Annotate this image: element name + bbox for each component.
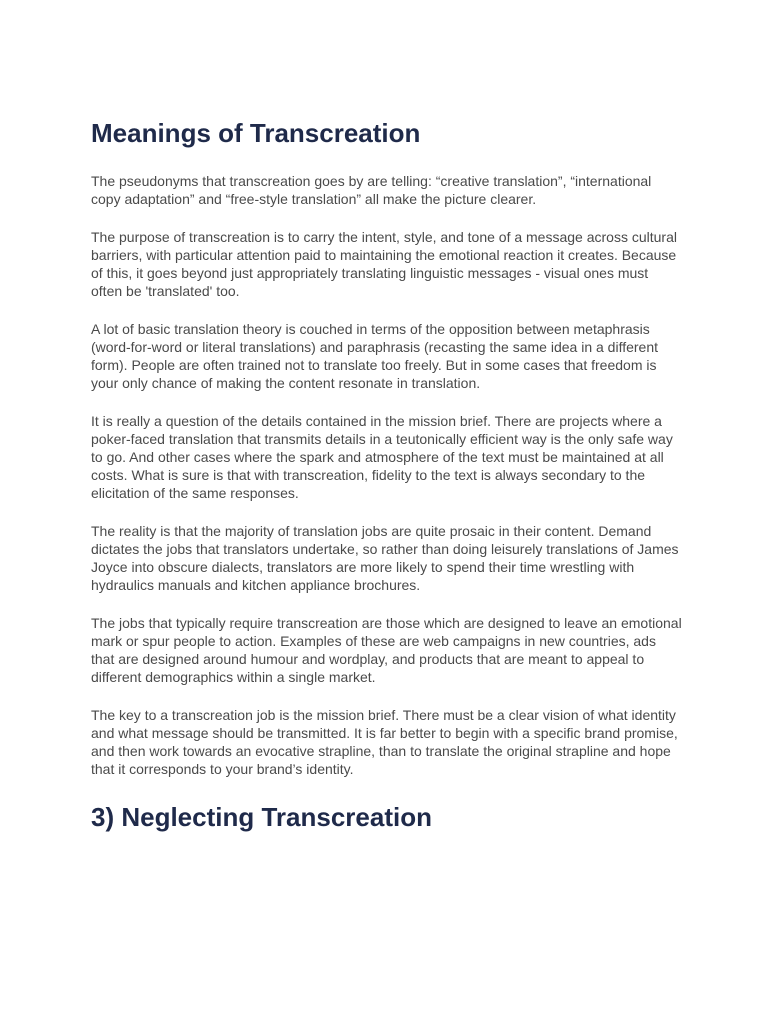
paragraph-4: It is really a question of the details contained in the mission brief. There are projects where a poker-faced translation that transmits details in a teutonically efficient way is the only safe way to go. And other cases where the spark and atmosphere of the text must be maintained at all costs. What is sure is that with transcreation, fidelity to the text is always secondary to the elicitation of the same responses.: [91, 413, 673, 501]
document-page: [91, 116, 683, 834]
paragraph-6: The jobs that typically require transcreation are those which are designed to leave an emotional mark or spur people to action. Examples of these are web campaigns in new countries, ads that are designed around humour and wordplay, and products that are meant to appeal to different demographics within a single market.: [91, 615, 682, 685]
section-heading-neglecting: 3) Neglecting Transcreation: [91, 802, 432, 832]
paragraph-2: The purpose of transcreation is to carry the intent, style, and tone of a message across cultural barriers, with particular attention paid to maintaining the emotional reaction it creates. Because of this, it goes beyond just appropriately translating linguistic messages - visual ones must often be 'translated' too.: [91, 229, 677, 299]
paragraph-1: The pseudonyms that transcreation goes by are telling: “creative translation”, “international copy adaptation” and “free-style translation” all make the picture clearer.: [91, 173, 652, 207]
paragraph-5: The reality is that the majority of translation jobs are quite prosaic in their content. Demand dictates the jobs that translators undertake, so rather than doing leisurely translations of James Joyce into obscure dialects, translators are more likely to spend their time wrestling with hydraulics manuals and kitchen appliance brochures.: [91, 523, 679, 593]
paragraph-3: A lot of basic translation theory is couched in terms of the opposition between metaphrasis (word-for-word or literal translations) and paraphrasis (recasting the same idea in a different form). People are often trained not to translate too freely. But in some cases that freedom is your only chance of making the content resonate in translation.: [91, 321, 659, 391]
section-heading-meanings: Meanings of Transcreation: [91, 118, 421, 148]
paragraph-7: The key to a transcreation job is the mission brief. There must be a clear vision of what identity and what message should be transmitted. It is far better to begin with a specific brand promise, and then work towards an evocative strapline, than to translate the original strapline and hope that it corresponds to your brand’s identity.: [91, 707, 678, 777]
